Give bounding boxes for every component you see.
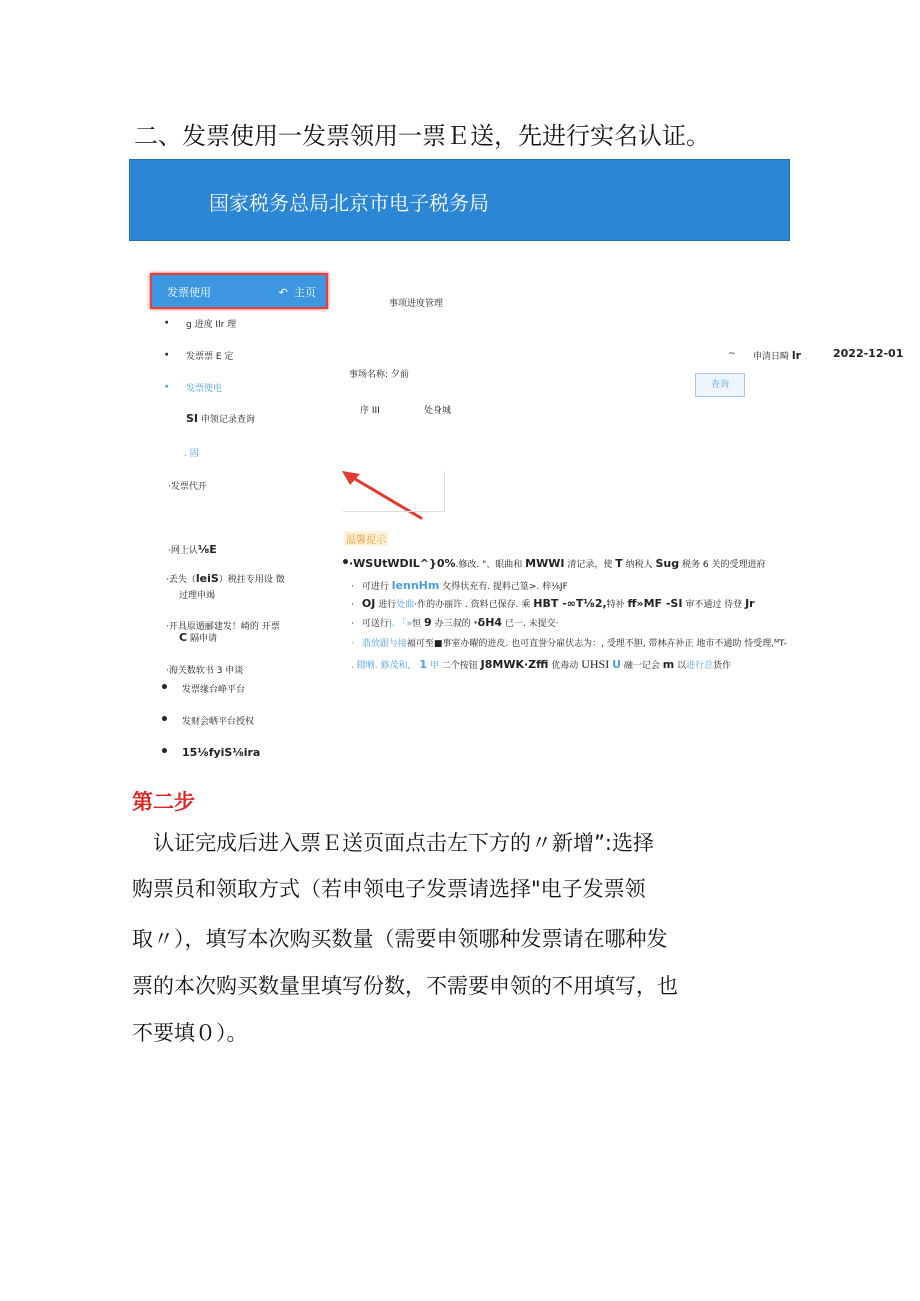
- tip-text: 清记录，使: [567, 560, 613, 570]
- sidebar-item-label: 发票票 E 定: [186, 352, 234, 362]
- paragraph-line-5: 不要填０）。: [132, 1021, 248, 1045]
- tip-link[interactable]: lennHm: [391, 579, 440, 592]
- sidebar-item-label: 发票使电: [186, 384, 223, 394]
- tip-text: 攵得状充有. 提料己篁>. 梓: [442, 582, 552, 592]
- tip-text: 货作: [713, 661, 732, 671]
- sidebar-item-invoice-use[interactable]: · 发票使电: [164, 379, 223, 395]
- tip-text: 优毒动: [551, 661, 579, 671]
- sidebar-item-label: ·海关数软书 3 申谈: [166, 666, 244, 676]
- sidebar-item-label: ）税拄专用设 徵: [218, 575, 285, 585]
- paragraph-line-2: 购票员和领取方式（若申领电子发票请选择"电子发票领: [132, 877, 646, 901]
- sidebar-item-label: 隔申请: [189, 634, 217, 644]
- home-label: 主页: [294, 286, 316, 299]
- sidebar-item-online-auth[interactable]: [168, 543, 217, 556]
- paragraph-line-3: 取〃），填写本次购买数量（需要申领哪种发票请在哪种发: [132, 927, 668, 951]
- sidebar-item-label: ·网上认: [168, 546, 198, 556]
- column-header-index: 序 III: [360, 406, 380, 416]
- tip-text: m: [662, 658, 675, 671]
- tip-line-4: · 可送行|. 「»恒 9 办三叔的 ·δH4 已一. 未提交·: [351, 616, 559, 629]
- item-name-value: : 夕前: [385, 370, 409, 380]
- paragraph-line-1: 认证完成后进入票Ｅ送页面点击左下方的〃新增”:选择: [132, 831, 654, 855]
- tip-text: ⅟₆JF: [551, 582, 568, 592]
- sidebar-item-label: 申领记录查询: [200, 415, 255, 425]
- tip-text: 二个按钮: [441, 661, 478, 671]
- tip-text: 审不通过 待登: [685, 600, 743, 610]
- sidebar-item-sub[interactable]: [184, 446, 199, 459]
- tip-text: 纳税人: [625, 560, 653, 570]
- tip-text: 特补: [606, 600, 625, 610]
- sidebar-item-apply-records[interactable]: [186, 412, 255, 425]
- sidebar-item-label: 发财会晒平台授权: [182, 717, 255, 727]
- sidebar-item-lost-device-2: [179, 588, 215, 601]
- item-name-filter[interactable]: [349, 367, 409, 380]
- date-label: [753, 349, 801, 362]
- tip-text: ᴹT-: [774, 639, 787, 649]
- tip-text: 已一. 未提交·: [504, 619, 559, 629]
- tip-text: 进行: [378, 600, 397, 610]
- sidebar-item-label: g 进度 Ilr 理: [186, 320, 237, 330]
- date-tilde: ~: [728, 349, 736, 359]
- sidebar-item-label: 发票缘台峥平台: [182, 685, 246, 695]
- sidebar-item-label: 过理申竭: [179, 591, 216, 601]
- date-label-text: 申清日畸: [753, 352, 790, 362]
- tip-text: Sug: [655, 557, 680, 570]
- sidebar-item-label: ·丢失（: [166, 575, 196, 585]
- sidebar-item-label: 15⅛fyiS⅛ira: [182, 746, 261, 759]
- tip-text: ff»MF -SI: [627, 597, 683, 610]
- tip-text: 1: [419, 658, 427, 671]
- sidebar-item-platform[interactable]: • 发票缘台峥平台: [160, 680, 246, 696]
- back-arrow-icon: ↶: [278, 286, 288, 299]
- sidebar-item-original-invoice-2: [179, 631, 217, 644]
- tip-text: 褔可至■事室办曜的进皮. 也可直誉分雇伏志为：, 受理不胆, 带林卉补正 地市不通助 恃受理,: [406, 639, 775, 649]
- tip-text: .修改. "、眼曲和: [455, 560, 523, 570]
- sidebar-item-code: C: [179, 631, 188, 644]
- tip-text: 9: [424, 616, 432, 629]
- query-button[interactable]: 查询: [695, 373, 745, 397]
- tip-text: 办三叔的: [434, 619, 471, 629]
- tip-link[interactable]: . 辍晒. 修茂和，: [351, 661, 417, 671]
- section-heading: 二、发票使用一发票领用一票Ｅ送，先进行实名认证。: [134, 122, 710, 150]
- page-title: 事项进度管理: [389, 299, 444, 309]
- tip-text: J8MWK·Zffi: [480, 658, 549, 671]
- paragraph-line-4: 票的本次购买数量里填写份数，不需要申领的不用填写，也: [132, 974, 678, 998]
- item-name-label: 事场名称: [349, 370, 386, 380]
- tip-text: T: [615, 557, 623, 570]
- tax-bureau-banner: [129, 159, 790, 241]
- sidebar-item-progress[interactable]: · g 进度 Ilr 理: [164, 315, 237, 331]
- banner-title: 国家税务总局北京市电子税务局: [209, 191, 489, 215]
- tip-text: HBT -∞T⅛2,: [533, 597, 607, 610]
- tip-line-1: •·WSUtWDIL^}0%.修改. "、眼曲和 MWWI 清记录，使 T 纳税人 Sug 税务 6 关的受理进府: [341, 555, 766, 571]
- sidebar-item-lost-device[interactable]: [166, 572, 285, 585]
- tip-text: ·作的办丽许 . 资料已保存. 乘: [414, 600, 531, 610]
- sidebar-item-code: leiS: [195, 572, 219, 585]
- tip-text: 融一记会: [623, 661, 660, 671]
- tip-text: MWWI: [525, 557, 565, 570]
- tip-link[interactable]: 进行总: [686, 661, 714, 671]
- tip-line-2: · 可进行 lennHm 攵得状充有. 提料己篁>. 梓⅟₆JF: [351, 579, 568, 592]
- tip-text: 可送行: [361, 619, 389, 629]
- tip-text: UHSI: [581, 657, 610, 671]
- tip-line-6: [351, 657, 731, 672]
- tip-link[interactable]: 翡放跟与接: [361, 639, 407, 649]
- invoice-use-menu-header[interactable]: [150, 273, 328, 309]
- date-label-mark: lr: [791, 349, 802, 362]
- sidebar-item-label: ·开具原遁郦建发！崎的 开票: [166, 622, 280, 632]
- tip-link[interactable]: 处曲: [396, 600, 415, 610]
- home-button[interactable]: [279, 284, 316, 300]
- table-border: [343, 471, 445, 512]
- sidebar-item-last[interactable]: • 15⅛fyiS⅛ira: [160, 744, 261, 760]
- tip-label: 温馨提示: [344, 531, 388, 546]
- tip-text: OJ: [361, 597, 376, 610]
- tip-text: 以: [677, 661, 687, 671]
- tip-text: 可进行: [361, 582, 389, 592]
- date-value[interactable]: 2022-12-01: [833, 347, 904, 360]
- sidebar-item-code: ⅛E: [197, 543, 217, 556]
- sidebar-item-authorization[interactable]: • 发财会晒平台授权: [160, 712, 255, 728]
- tip-link[interactable]: |. 「»: [388, 619, 413, 629]
- tip-text: Jr: [745, 597, 755, 610]
- sidebar-item-invoice-issue[interactable]: [168, 479, 207, 492]
- tip-text: U: [612, 658, 622, 671]
- menu-title: 发票使用: [167, 286, 211, 299]
- sidebar-item-customs[interactable]: [166, 663, 243, 676]
- tip-text: 税务 6 关的受理进府: [682, 560, 766, 570]
- step-title: 第二步: [132, 790, 195, 814]
- sidebar-item-label: . 固: [184, 449, 199, 459]
- tip-line-5: · 翡放跟与接褔可至■事室办曜的进皮. 也可直誉分雇伏志为：, 受理不胆, 带林卉补正 地市不通助 恃受理,ᴹT-: [351, 639, 787, 649]
- tip-line-3: · OJ 进行处曲·作的办丽许 . 资料已保存. 乘 HBT -∞T⅛2,特补 ff»MF -SI 审不通过 待登 Jr: [351, 597, 755, 610]
- tip-text: ·δH4: [473, 616, 503, 629]
- tip-text: 甲: [429, 661, 439, 671]
- sidebar-item-label: ·发票代开: [168, 482, 207, 492]
- column-header-handling: 处身城: [424, 406, 452, 416]
- sidebar-item-code: SI: [186, 412, 199, 425]
- tip-text: ·WSUtWDIL^}0%: [349, 557, 456, 570]
- sidebar-item-invoice-setting[interactable]: · 发票票 E 定: [164, 347, 234, 363]
- tip-text: 恒: [412, 619, 422, 629]
